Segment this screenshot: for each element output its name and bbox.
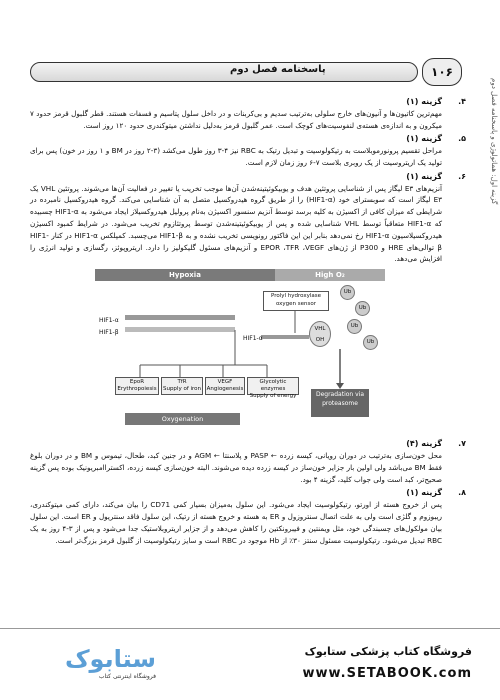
question-number: ۶.	[458, 171, 466, 181]
page-header	[30, 58, 470, 86]
answer-text: مهم‌ترین کاتیون‌ها و آنیون‌های خارج سلولی به‌ترتیب سدیم و بی‌کربنات و در داخل سلول پتاسیم و فسفات هستند. قطر گلبول قرمز حدود ۷ میکرون و به اندازه‌ی هسته‌ی لنفوسیت‌های کوچک است. عمر گلبول قرمز به‌دلیل نداشتن میتوکندری حدود ۱۲۰ روز است.	[30, 108, 442, 130]
hif1a-right-label: HIF1-α	[243, 335, 263, 343]
answer-label: گزینه (۱)	[406, 171, 442, 181]
prolyl-hydroxylase-box: Prolyl hydroxylase oxygen sensor	[263, 291, 329, 311]
page-title: پاسخنامه فصل دوم	[230, 64, 326, 75]
target-epor: EpoR Erythropoiesis	[115, 377, 159, 395]
ubiquitin-icon: Ub	[355, 301, 370, 316]
answers-content	[30, 96, 466, 548]
ubiquitin-icon: Ub	[363, 335, 378, 350]
degradation-box: Degradation via proteasome	[311, 389, 369, 417]
vhl-protein: VHL OH	[309, 321, 331, 347]
answer-label: گزینه (۱)	[406, 488, 442, 498]
ubiquitin-icon: Ub	[347, 319, 362, 334]
answer-block	[30, 96, 466, 131]
store-name: فروشگاه کتاب پزشکی ستابوک	[304, 645, 472, 658]
hif-pathway-figure	[85, 269, 385, 434]
oxygenation-bar: Oxygenation	[125, 413, 240, 425]
answer-text: محل خون‌سازی به‌ترتیب در دوران رویانی، کیسه زرده ← PASP و پلاسنتا ← AGM و در جنین کبد، طحال، تیموس و BM و در دوران بلوغ فقط BM می‌باشد ولی اولین بار جزایر خون‌ساز در کیسه زرده دیده می‌شوند. البته خون‌سازی کیسه زرده، اکستراامبریونیک بوده پس گزینه صحیح‌تر، کبد است ولی جواب کلید، گزینه ۴ بود.	[30, 450, 442, 484]
store-url-link[interactable]: www.SETABOOK.com	[302, 666, 472, 681]
high-o2-banner: High O₂	[275, 269, 385, 281]
logo-subtitle: فروشگاه اینترنتی کتاب	[98, 673, 156, 680]
hif1b-label: HIF1-β	[99, 329, 119, 337]
hif1a-label: HIF1-α	[99, 317, 119, 325]
ubiquitin-icon: Ub	[340, 285, 355, 300]
header-bar	[30, 62, 418, 82]
setabook-logo[interactable]	[26, 645, 156, 685]
target-vegf: VEGF Angiogenesis	[205, 377, 245, 395]
answer-block	[30, 133, 466, 168]
answer-text: پس از خروج هسته از اورتو، رتیکولوسیت ایجاد می‌شود. این سلول به‌میزان بسیار کمی CD71 را بیان می‌کند، دارای کمی میتوکندری، ریبوزوم و گلژی است ولی به علت اتصال سنتروزول و ER به هسته و خروج هسته از رتیک، این سلول فاقد سنتریول و ER است. این سلول بیان مولکول‌های چسبندگی خود، مثل ویمنتین و فیبرونکتین را کاهش می‌دهد و از جزایر اریتروبلاستیک جدا می‌شود و پس از ۳-۴ روز به یک RBC تبدیل می‌شود. رتیکولوسیت مسئول سنتز ۳۰٪ از Hb موجود در RBC است و سایز رتیکولوسیت از گلبول قرمز بزرگ‌تر است.	[30, 500, 443, 545]
answer-text: مراحل تقسیم پرونورموبلاست به رتیکولوسیت و تبدیل رتیک به RBC نیز ۴-۳ روز طول می‌کشد (۳-۲ روز در BM و ۱ روز در خون) پس برای تولید یک اریتروسیت از یک روبری بلاست ۷-۶ روز زمان لازم است.	[30, 146, 442, 167]
target-tfr: TfR Supply of iron	[161, 377, 203, 395]
target-glycolytic: Glycolytic enzymes Supply of energy	[247, 377, 299, 395]
question-number: ۷.	[458, 439, 466, 449]
page-number: ۱۰۶	[422, 58, 462, 86]
answer-label: گزینه (۴)	[406, 439, 442, 449]
answer-block	[30, 171, 466, 265]
question-number: ۸.	[458, 488, 466, 498]
answer-block	[30, 487, 466, 546]
logo-text: ستابوک	[64, 645, 156, 673]
answer-block	[30, 438, 466, 485]
answer-label: گزینه (۱)	[406, 134, 442, 144]
question-number: ۵.	[458, 134, 466, 144]
answer-text: آنزیم‌های E۳ لیگاز پس از شناسایی پروتئین هدف و یوبیکوئیتینه‌شدن آن‌ها موجب تخریب یا تغییر در فعالیت آن‌ها می‌شوند. پروتئین VHL یک E۳ لیگاز است که سوبسترای خود (HIF1-α) را از طریق گروه هیدروکسیل متصل به آن شناسایی می‌کند. گروه هیدروکسیل نامبرده در شرایطی که میزان کافی از اکسیژن به کلیه برسد توسط آنزیم سنسور اکسیژن به‌نام پرولیل هیدروکسیلاز ایجاد می‌شود به HIF1-α چسبیده که HIF1-α متعاقباً توسط VHL شناسایی شده و پس از یوبیکوئیتینه‌شدن توسط پروتئازوم تخریب می‌شود. در شرایط کمبود اکسیژن هیدروکسیلاسیون HIF1-α رخ نمی‌دهد بنابر این این فاکتور رونویسی تخریب نشده و به HIF1-β می‌چسبد. کمپلکس HIF1-α در کنار HIF1-β توالی‌های HRE و P300 از ژن‌های EPOR ،TFR ،VEGF و آنزیم‌های مسئول گلیکولیز را دارد. اریتروپوئز، رگسازی و تولید انرژی را افزایش می‌دهد.	[30, 183, 443, 264]
side-text: گزینه اول: هماتولوژی و پاسخنامه فصل دوم	[490, 78, 498, 205]
question-number: ۴.	[458, 97, 466, 106]
hypoxia-banner: Hypoxia	[95, 269, 275, 281]
answer-label: گزینه (۱)	[406, 97, 442, 106]
footer	[0, 628, 500, 700]
